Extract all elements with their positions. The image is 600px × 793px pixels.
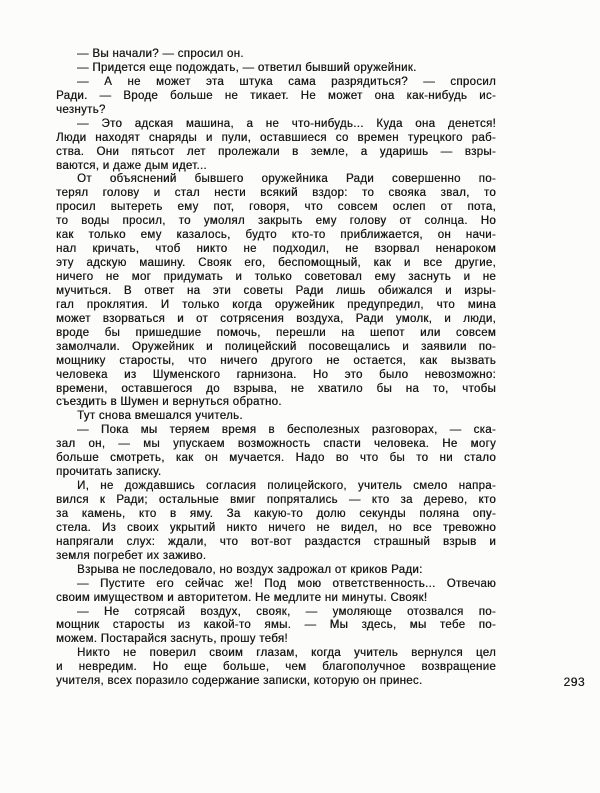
text-line: человека из Шуменского гарнизона. Но это было невозможно: <box>56 368 496 381</box>
text-line: Взрыва не последовало, но воздух задрожал от криков Ради: <box>77 563 423 576</box>
text-line: ничего не мог придумать и только советовал ему заснуть и не <box>56 271 496 283</box>
text-line: мощнику старосты, что ничего другого не остается, как вызвать <box>56 354 496 367</box>
paragraph <box>56 410 496 424</box>
text-line: мощник старосты из какой-то ямы. — Мы здесь, мы тебе по- <box>56 619 496 632</box>
text-line: может взорваться и от сотрясения воздуха, Ради умолк, и люди, <box>56 312 496 325</box>
paragraph <box>56 480 496 564</box>
paragraph <box>56 578 496 606</box>
text-line: ваются, и даже дым идет... <box>56 159 207 172</box>
text-line: — Это адская машина, а не что-нибудь... Куда она денется! <box>77 117 496 130</box>
text-line: стела. Из своих укрытий никто ничего не видел, но все тревожно <box>56 521 496 534</box>
text-line: чезнуть? <box>56 103 106 116</box>
text-line: мучиться. В ответ на эти советы Ради лишь обижался и изры- <box>56 284 496 297</box>
text-line: терял голову и стал нести всякий вздор: то свояка звал, то <box>56 187 496 200</box>
text-line: то воды просил, то умолял закрыть ему голову от солнца. Но <box>56 215 496 228</box>
paragraph <box>56 173 496 410</box>
text-line: ства. Они пятьсот лет пролежали в земле, а ударишь — взры- <box>56 145 496 158</box>
text-line: можем. Постарайся заснуть, прошу тебя! <box>56 633 288 646</box>
text-line: — Не сотрясай воздух, свояк, — умоляюще отозвался по- <box>77 605 496 618</box>
text-line: — Пока мы теряем время в бесполезных разговорах, — ска- <box>77 424 496 437</box>
paragraph <box>56 48 496 62</box>
text-line: гал проклятия. И только когда оружейник предупредил, что мина <box>56 298 496 311</box>
text-block <box>56 48 496 689</box>
text-line: прочитать записку. <box>56 466 162 479</box>
page-number: 293 <box>563 675 585 689</box>
paragraph <box>56 76 496 118</box>
text-line: просил вытереть ему пот, говоря, что совсем ослеп от пота, <box>56 201 496 214</box>
paragraph <box>56 424 496 480</box>
text-line: И, не дождавшись согласия полицейского, учитель смело напра- <box>77 480 496 493</box>
text-line: земля погребет их заживо. <box>56 549 207 562</box>
text-line: нал кричать, чтоб никто не подходил, не взорвал ненароком <box>56 243 496 256</box>
text-line: — Пустите его сейчас же! Под мою ответственность... Отвечаю <box>77 577 496 590</box>
text-line: — Вы начали? — спросил он. <box>77 48 244 60</box>
text-line: напрягали слух: ждали, что вот-вот раздастся страшный взрыв и <box>56 535 496 548</box>
paragraph <box>56 606 496 648</box>
text-line: Тут снова вмешался учитель. <box>77 410 243 423</box>
text-line: замолчали. Оружейник и полицейский посовещались и заявили по- <box>56 340 496 353</box>
text-line: вроде бы пришедшие помочь, перешли на шепот или совсем <box>56 326 496 339</box>
text-line: времени, оставшегося до взрыва, не хватило бы на то, чтобы <box>56 382 496 395</box>
text-line: Ради. — Вроде больше не тикает. Не может она как-нибудь ис- <box>56 89 496 102</box>
text-line: и невредим. Но еще больше, чем благополучное возвращение <box>56 661 496 674</box>
text-line: больше смотреть, как он мучается. Надо во что бы то ни стало <box>56 452 496 465</box>
text-line: От объяснений бывшего оружейника Ради совершенно по- <box>77 173 496 186</box>
text-line: зал он, — мы упускаем возможность спасти человека. Не могу <box>56 438 496 451</box>
text-line: за камень, кто в яму. За какую-то долю секунды поляна опу- <box>56 507 496 520</box>
text-line: вился к Ради; остальные вмиг попрятались — кто за дерево, кто <box>56 494 496 506</box>
text-line: Люди находят снаряды и пули, оставшиеся со времен турецкого раб- <box>56 131 496 144</box>
paragraph <box>56 62 496 76</box>
text-line: как только ему казалось, будто кто-то приближается, он начи- <box>56 229 496 242</box>
text-line: своим имуществом и авторитетом. Не медлите ни минуты. Свояк! <box>56 591 428 604</box>
text-line: учителя, всех поразило содержание записки, которую он принес. <box>56 675 423 688</box>
text-line: — Придется еще подождать, — ответил бывший оружейник. <box>77 61 417 74</box>
text-line: — А не может эта штука сама разрядиться? — спросил <box>77 75 496 88</box>
text-line: эту адскую машину. Свояк его, беспомощный, как и все другие, <box>56 257 496 270</box>
paragraph <box>56 564 496 578</box>
text-line: съездить в Шумен и вернуться обратно. <box>56 396 282 409</box>
paragraph <box>56 118 496 174</box>
text-line: Никто не поверил своим глазам, когда учитель вернулся цел <box>77 647 496 660</box>
paragraph <box>56 647 496 689</box>
